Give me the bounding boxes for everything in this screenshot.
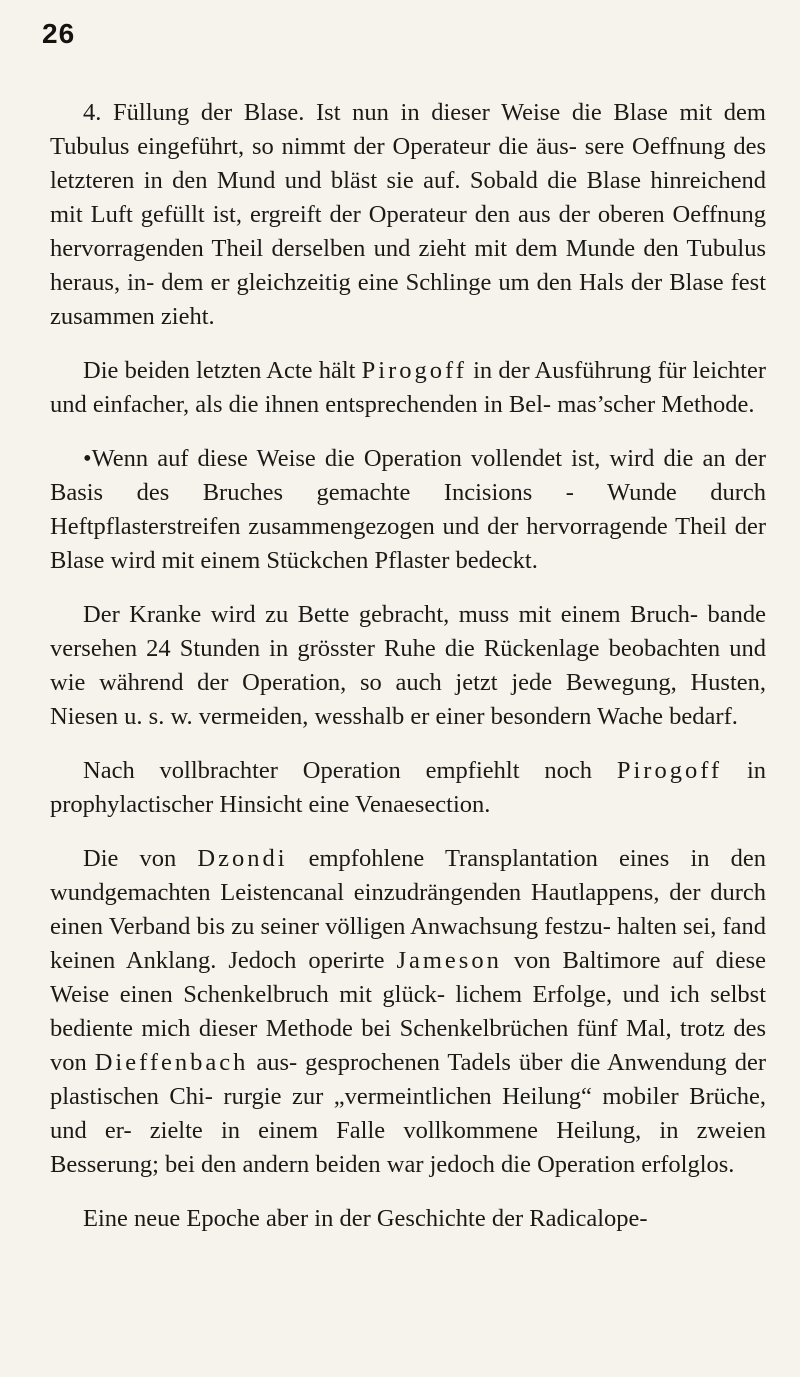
author-name: Dieffenbach [94,1049,249,1076]
author-name: Dzondi [197,845,288,872]
author-name: Jameson [396,947,502,974]
paragraph-venaesection [50,754,766,822]
paragraph-transplantation [50,842,766,1182]
text-run: Die von [83,845,198,872]
paragraph-new-epoch: Eine neue Epoche aber in der Geschichte der Radicalope- [83,1205,648,1232]
text-run: in der Ausführung für leichter und einfacher, als die ihnen entsprechenden in Bel- mas’scher Methode. [50,357,766,418]
paragraph-filling-bladder: 4. Füllung der Blase. Ist nun in dieser Weise die Blase mit dem Tubulus eingeführt, so nimmt der Operateur die äus- sere Oeffnung des letzteren in den Mund und bläst sie auf. Sobald die Blase hinreichend mit Luft gefüllt ist, ergreift der Operateur den aus der oberen Oeffnung hervorragenden Theil derselben und zieht mit dem Munde den Tubulus heraus, in- dem er gleichzeitig eine Schlinge um den Hals der Blase fest zusammen zieht. [50,99,766,330]
author-name: Pirogoff [361,357,467,384]
paragraph-aftercare: Der Kranke wird zu Bette gebracht, muss mit einem Bruch- bande versehen 24 Stunden in grösster Ruhe die Rückenlage beobachten und wie während der Operation, so auch jetzt jede Bewegung, Husten, Niesen u. s. w. vermeiden, wesshalb er einer besondern Wache bedarf. [50,601,766,730]
author-name: Pirogoff [616,757,723,784]
paragraph-last-acts [50,354,766,422]
text-run: aus- gesprochenen Tadels über die Anwendung der plastischen Chi- rurgie zur „vermeintlichen Heilung“ mobiler Brüche, und er- zielte in einem Falle vollkommene Heilung, in zweien Besserung; bei den andern beiden war jedoch die Operation erfolglos. [50,1049,766,1178]
text-run: in prophylactischer Hinsicht eine Venaesection. [50,757,766,818]
text-run: empfohlene Transplantation eines in den wundgemachten Leistencanal einzudrängenden Hautlappens, der durch einen Verband bis zu seiner völligen Anwachsung festzu- halten sei, fand keinen Anklang. Jedoch operirte [50,845,766,974]
text-run: Die beiden letzten Acte hält [83,357,362,384]
page-number: 26 [42,18,76,49]
paragraph-wound-closure: •Wenn auf diese Weise die Operation vollendet ist, wird die an der Basis des Bruches gemachte Incisions - Wunde durch Heftpflasterstreifen zusammengezogen und der hervorragende Theil der Blase wird mit einem Stückchen Pflaster bedeckt. [50,445,766,574]
text-run: Nach vollbrachter Operation empfiehlt noch [83,757,617,784]
text-run: von Baltimore auf diese Weise einen Schenkelbruch mit glück- lichem Erfolge, und ich selbst bediente mich dieser Methode bei Schenkelbrüchen fünf Mal, trotz des von [50,947,766,1076]
body-text [50,96,766,1256]
